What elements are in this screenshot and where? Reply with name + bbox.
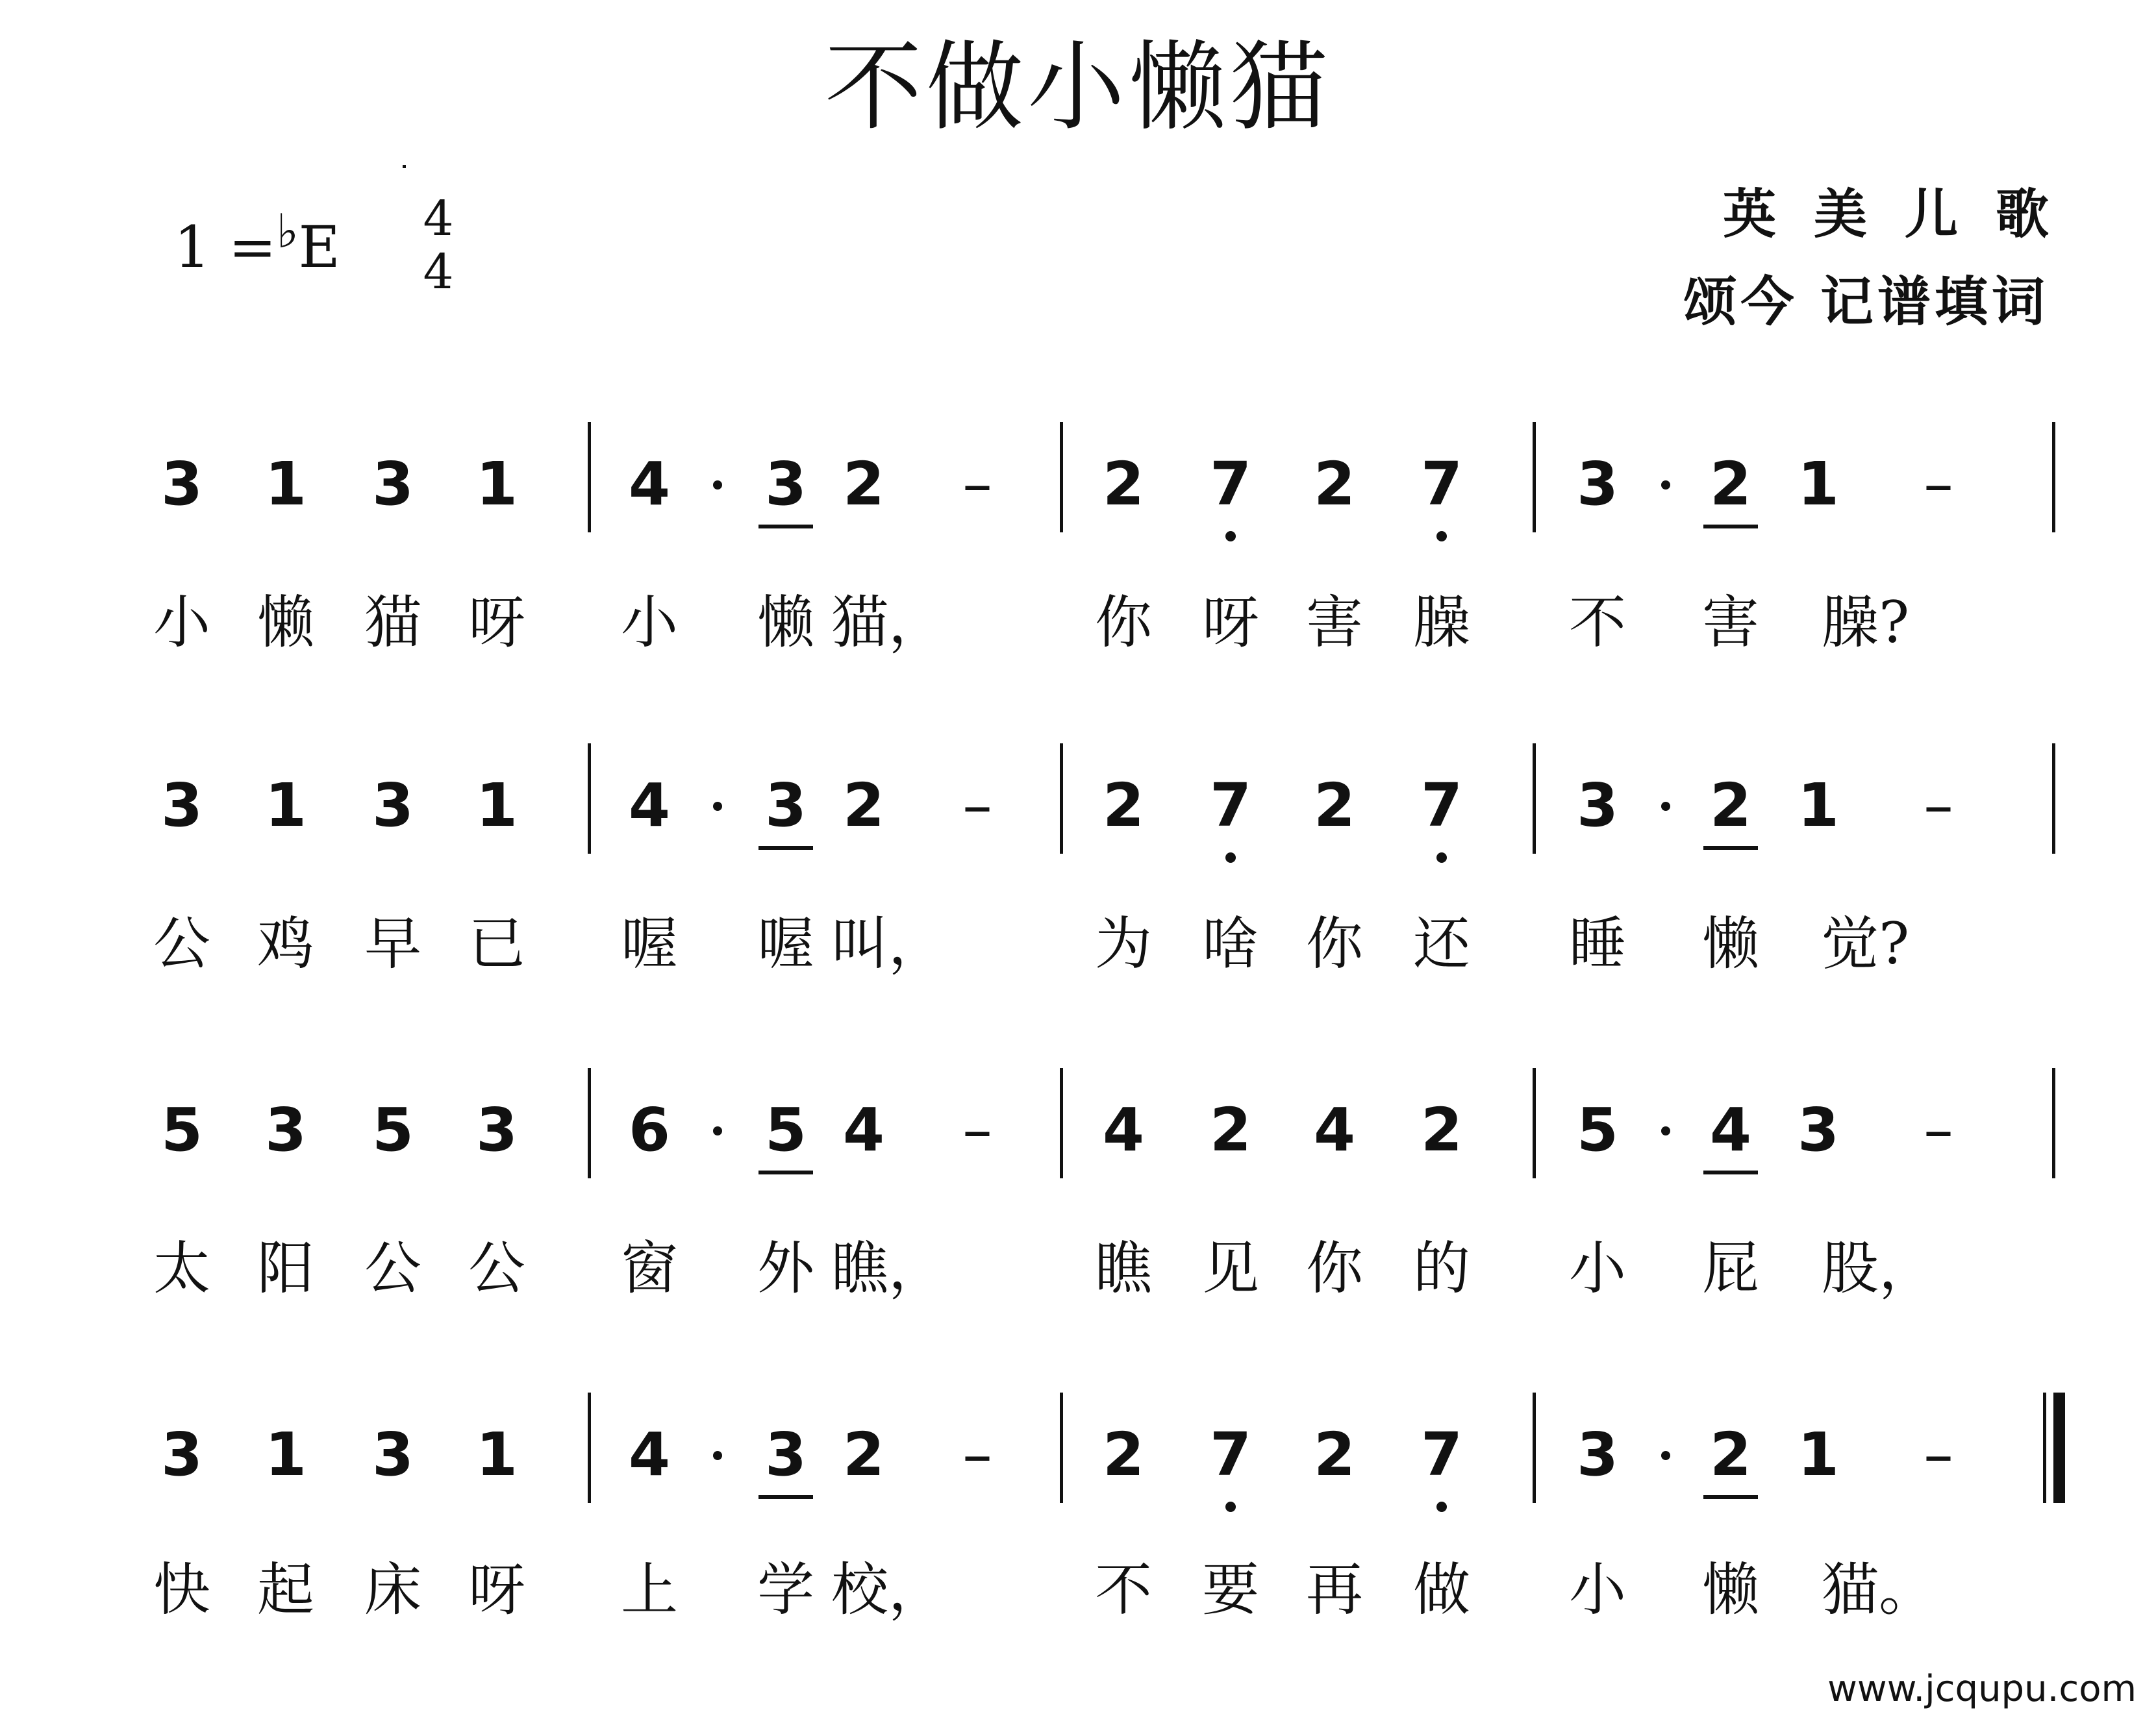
eighth-note-underline [1703, 1171, 1758, 1174]
extension-dash: – [1924, 1095, 1953, 1165]
note: 4 [628, 771, 670, 840]
note: 2 [1313, 449, 1355, 519]
note: 2 [842, 771, 884, 840]
lyric-char: 懒 [757, 589, 814, 656]
barline [1060, 422, 1063, 532]
barline [2052, 743, 2055, 854]
time-signature-bottom: 4 [423, 244, 454, 300]
lower-octave-dot [1225, 852, 1236, 863]
note: 1 [475, 1420, 518, 1489]
note: 3 [1576, 1420, 1618, 1489]
barline [2052, 422, 2055, 532]
lyric-char: 睡 [1568, 910, 1626, 977]
augmentation-dot [1661, 1126, 1670, 1135]
key-note: E [298, 214, 340, 280]
lyric-char: 不 [1094, 1556, 1152, 1623]
barline [588, 1393, 591, 1503]
note: 2 [1709, 449, 1751, 519]
note: 5 [371, 1095, 414, 1165]
lyric-char: 还 [1412, 910, 1470, 977]
barline [588, 743, 591, 854]
lyric-char: 啥 [1201, 910, 1259, 977]
lyric-char: 猫 [364, 589, 421, 656]
augmentation-dot [713, 1126, 722, 1135]
barline [2052, 1068, 2055, 1178]
note: 5 [764, 1095, 807, 1165]
barline [1060, 743, 1063, 854]
note: 2 [842, 449, 884, 519]
lyric-char: 害 [1305, 589, 1363, 656]
note: 1 [264, 449, 307, 519]
lyric-char: 猫， [831, 589, 946, 656]
note: 3 [764, 449, 807, 519]
lower-octave-dot [1436, 1502, 1447, 1512]
note: 3 [264, 1095, 307, 1165]
note: 2 [1313, 771, 1355, 840]
note: 1 [1797, 449, 1839, 519]
augmentation-dot [713, 1451, 722, 1460]
lyric-char: 的 [1412, 1235, 1470, 1302]
augmentation-dot [1661, 480, 1670, 490]
lyric-char: 你 [1305, 1235, 1363, 1302]
barline [588, 422, 591, 532]
lower-octave-dot [1225, 1502, 1236, 1512]
barline [1060, 1068, 1063, 1178]
notes-row [0, 1420, 2156, 1555]
note: 2 [1102, 1420, 1144, 1489]
note: 6 [628, 1095, 670, 1165]
lower-octave-dot [1436, 852, 1447, 863]
eighth-note-underline [758, 1495, 813, 1499]
lyric-char: 呀 [1201, 589, 1259, 656]
extension-dash: – [962, 771, 992, 840]
note: 3 [1576, 771, 1618, 840]
lyric-char: 要 [1201, 1556, 1259, 1623]
time-signature-line [403, 165, 406, 168]
note: 7 [1420, 449, 1462, 519]
extension-dash: – [962, 449, 992, 519]
lyric-char: 早 [364, 910, 421, 977]
barline [588, 1068, 591, 1178]
note: 2 [1209, 1095, 1251, 1165]
key-signature [174, 204, 340, 280]
flat-sign: ♭ [276, 204, 299, 258]
lyric-char: 股， [1822, 1235, 1937, 1302]
augmentation-dot [1661, 802, 1670, 811]
lyric-char: 公 [153, 910, 210, 977]
note: 3 [371, 1420, 414, 1489]
note: 7 [1420, 771, 1462, 840]
lyric-char: 起 [257, 1556, 314, 1623]
time-signature [403, 191, 474, 301]
lyric-char: 觉? [1822, 910, 1910, 977]
time-signature-top: 4 [423, 191, 454, 247]
lyric-char: 小 [1568, 1235, 1626, 1302]
note: 4 [628, 449, 670, 519]
extension-dash: – [1924, 1420, 1953, 1489]
eighth-note-underline [758, 525, 813, 528]
note: 3 [160, 771, 203, 840]
note: 2 [1102, 449, 1144, 519]
lyric-char: 太 [153, 1235, 210, 1302]
barline [1533, 1393, 1536, 1503]
eighth-note-underline [758, 846, 813, 850]
augmentation-dot [713, 802, 722, 811]
extension-dash: – [962, 1420, 992, 1489]
lyric-char: 懒 [1701, 910, 1759, 977]
extension-dash: – [1924, 771, 1953, 840]
lyric-char: 外 [757, 1235, 814, 1302]
barline [1533, 1068, 1536, 1178]
lyric-char: 公 [468, 1235, 525, 1302]
note: 3 [371, 449, 414, 519]
note: 1 [1797, 1420, 1839, 1489]
note: 1 [475, 771, 518, 840]
lyric-char: 小 [620, 589, 678, 656]
note: 2 [842, 1420, 884, 1489]
eighth-note-underline [758, 1171, 813, 1174]
lyric-char: 鸡 [257, 910, 314, 977]
note: 2 [1420, 1095, 1462, 1165]
note: 7 [1209, 771, 1251, 840]
credit-arranger: 颂今 记谱填词 [1683, 271, 2049, 333]
lyric-char: 已 [468, 910, 525, 977]
lyric-char: 你 [1094, 589, 1152, 656]
note: 1 [1797, 771, 1839, 840]
barline [1533, 743, 1536, 854]
notes-row [0, 449, 2156, 584]
lyric-char: 屁 [1701, 1235, 1759, 1302]
lyric-char: 喔 [620, 910, 678, 977]
extension-dash: – [1924, 449, 1953, 519]
lyric-char: 懒 [1701, 1556, 1759, 1623]
lyric-char: 呀 [468, 589, 525, 656]
note: 7 [1420, 1420, 1462, 1489]
lower-octave-dot [1436, 531, 1447, 541]
augmentation-dot [713, 480, 722, 490]
lyric-char: 瞧 [1094, 1235, 1152, 1302]
lyric-char: 小 [153, 589, 210, 656]
lyric-char: 见 [1201, 1235, 1259, 1302]
lyric-char: 窗 [620, 1235, 678, 1302]
note: 3 [160, 449, 203, 519]
note: 3 [1797, 1095, 1839, 1165]
lyric-char: 你 [1305, 910, 1363, 977]
lyric-char: 做 [1412, 1556, 1470, 1623]
note: 4 [1313, 1095, 1355, 1165]
notes-row [0, 771, 2156, 906]
note: 2 [1313, 1420, 1355, 1489]
note: 1 [475, 449, 518, 519]
note: 3 [371, 771, 414, 840]
lyric-char: 再 [1305, 1556, 1363, 1623]
lyric-char: 上 [620, 1556, 678, 1623]
lyric-char: 呀 [468, 1556, 525, 1623]
lyric-char: 快 [153, 1556, 210, 1623]
eighth-note-underline [1703, 846, 1758, 850]
note: 3 [475, 1095, 518, 1165]
note: 1 [264, 771, 307, 840]
note: 2 [1102, 771, 1144, 840]
final-barline-thin [2043, 1393, 2046, 1503]
lyric-char: 臊? [1822, 589, 1910, 656]
barline [1533, 422, 1536, 532]
lyric-char: 害 [1701, 589, 1759, 656]
website-url: www.jcqupu.com [1827, 1668, 2137, 1710]
note: 2 [1709, 1420, 1751, 1489]
note: 3 [764, 771, 807, 840]
lower-octave-dot [1225, 531, 1236, 541]
lyric-char: 床 [364, 1556, 421, 1623]
lyric-char: 猫。 [1822, 1556, 1937, 1623]
notes-row [0, 1095, 2156, 1230]
lyric-char: 喔 [757, 910, 814, 977]
note: 3 [764, 1420, 807, 1489]
lyric-char: 阳 [257, 1235, 314, 1302]
lyric-char: 学 [757, 1556, 814, 1623]
augmentation-dot [1661, 1451, 1670, 1460]
lyric-char: 校， [831, 1556, 946, 1623]
note: 4 [628, 1420, 670, 1489]
lyric-char: 叫， [831, 910, 946, 977]
eighth-note-underline [1703, 525, 1758, 528]
note: 5 [1576, 1095, 1618, 1165]
note: 4 [1102, 1095, 1144, 1165]
lyric-char: 懒 [257, 589, 314, 656]
final-barline-thick [2053, 1393, 2065, 1503]
note: 3 [160, 1420, 203, 1489]
note: 3 [1576, 449, 1618, 519]
note: 7 [1209, 1420, 1251, 1489]
extension-dash: – [962, 1095, 992, 1165]
lyric-char: 公 [364, 1235, 421, 1302]
note: 2 [1709, 771, 1751, 840]
note: 7 [1209, 449, 1251, 519]
note: 5 [160, 1095, 203, 1165]
key-prefix: 1 = [174, 214, 277, 280]
credit-origin: 英美儿歌 [1722, 184, 2087, 245]
eighth-note-underline [1703, 1495, 1758, 1499]
note: 4 [1709, 1095, 1751, 1165]
note: 4 [842, 1095, 884, 1165]
lyric-char: 不 [1568, 589, 1626, 656]
lyric-char: 瞧， [831, 1235, 946, 1302]
lyric-char: 小 [1568, 1556, 1626, 1623]
lyric-char: 为 [1094, 910, 1152, 977]
song-title: 不做小懒猫 [824, 31, 1331, 144]
barline [1060, 1393, 1063, 1503]
note: 1 [264, 1420, 307, 1489]
lyric-char: 臊 [1412, 589, 1470, 656]
